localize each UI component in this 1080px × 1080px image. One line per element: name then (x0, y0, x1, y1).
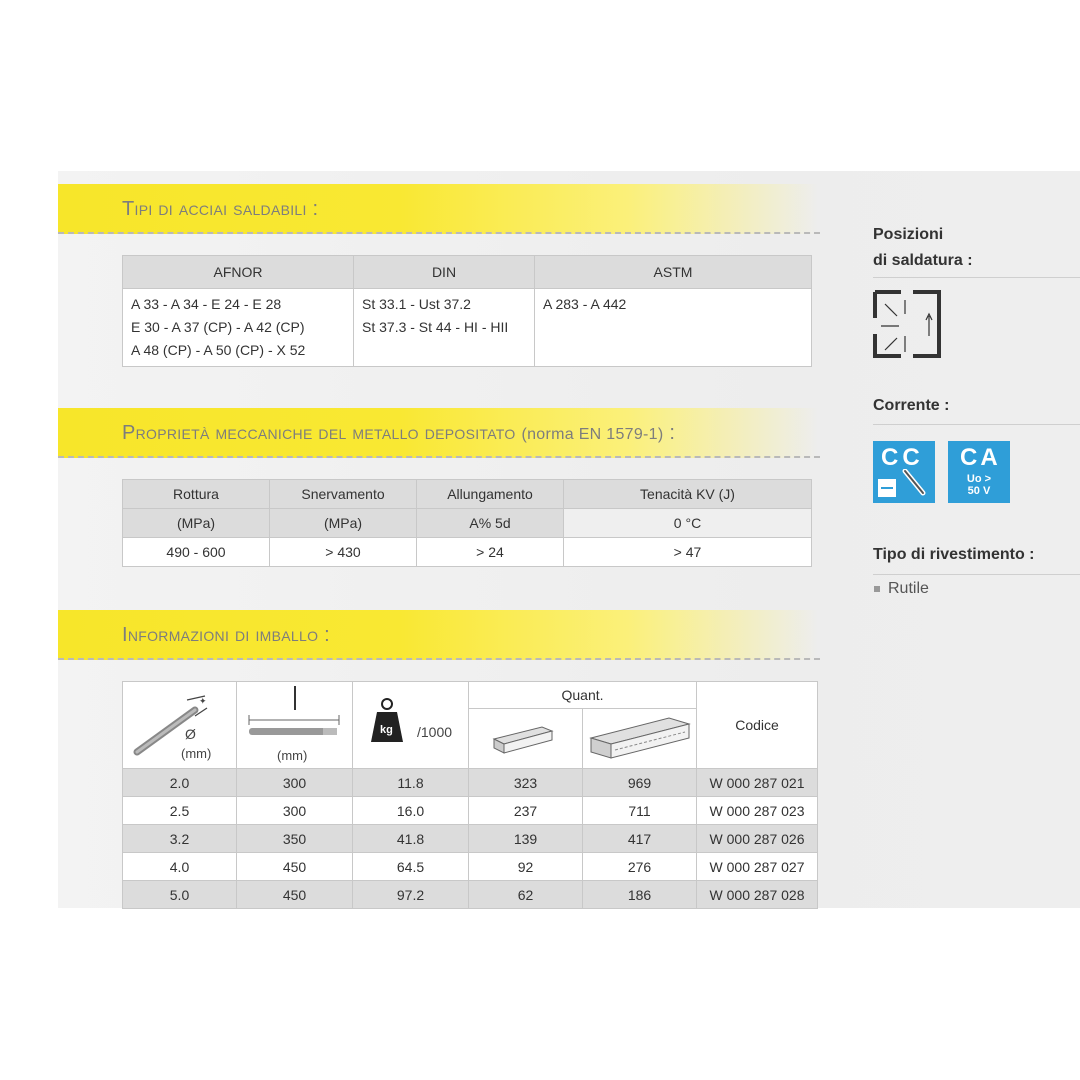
coating-label: Tipo di rivestimento : (873, 546, 1035, 563)
header-diameter (123, 682, 237, 769)
cell-afnor (123, 289, 354, 367)
unit-snervamento: (MPa) (270, 509, 417, 538)
welding-positions-icon (873, 290, 943, 362)
ca-badge (948, 441, 1010, 503)
cell-qty-pack: 237 (469, 797, 583, 825)
cell-qty-pack: 62 (469, 881, 583, 909)
header-quantity-pack (469, 709, 583, 769)
sidebar-divider (873, 574, 1080, 575)
cell-qty-pack: 139 (469, 825, 583, 853)
ca-sub-line1: Uo > (966, 473, 992, 485)
header-quantity-box (583, 709, 697, 769)
ca-label: CA (960, 444, 1001, 471)
electrode-holder-icon (901, 469, 933, 501)
current-label: Corrente : (873, 397, 950, 414)
mechanical-title-text: Proprietà meccaniche del metallo depositato (122, 422, 516, 444)
cell-code: W 000 287 027 (697, 853, 818, 881)
cc-label: CC (881, 444, 924, 471)
cell-code: W 000 287 021 (697, 769, 818, 797)
header-afnor: AFNOR (123, 256, 354, 289)
cell-weight: 16.0 (353, 797, 469, 825)
packet-icon (486, 717, 566, 757)
header-rottura: Rottura (123, 480, 270, 509)
cell-qty-pack: 323 (469, 769, 583, 797)
sidebar-divider (873, 277, 1080, 278)
positions-label (873, 222, 973, 274)
diameter-symbol: Ø (185, 726, 196, 742)
svg-text:✦: ✦ (199, 696, 207, 706)
coating-value: Rutile (888, 580, 929, 597)
cell-qty-box: 276 (583, 853, 697, 881)
cell-qty-box: 711 (583, 797, 697, 825)
section-header-mechanical (58, 408, 818, 458)
length-unit: (mm) (277, 748, 308, 763)
ca-sub-line2: 50 V (967, 485, 991, 497)
table-row (123, 825, 818, 853)
header-length (237, 682, 353, 769)
afnor-line: A 48 (CP) - A 50 (CP) - X 52 (131, 342, 306, 358)
header-din: DIN (354, 256, 535, 289)
cell-diameter: 5.0 (123, 881, 237, 909)
unit-allungamento: A% 5d (417, 509, 564, 538)
packaging-table (122, 681, 818, 909)
dashed-divider (58, 456, 820, 458)
value-rottura: 490 - 600 (123, 538, 270, 567)
cell-length: 450 (237, 853, 353, 881)
cell-weight: 64.5 (353, 853, 469, 881)
electrode-diameter-icon (123, 682, 233, 768)
section-title-packaging: Informazioni di imballo : (122, 624, 330, 646)
astm-line: A 283 - A 442 (543, 296, 627, 312)
afnor-line: A 33 - A 34 - E 24 - E 28 (131, 296, 282, 312)
section-header-packaging (58, 610, 818, 660)
cell-length: 300 (237, 797, 353, 825)
din-line: St 37.3 - St 44 - HI - HII (362, 319, 509, 335)
ca-voltage-note (948, 473, 1010, 497)
carton-icon (585, 712, 695, 762)
header-astm: ASTM (535, 256, 812, 289)
minus-icon (878, 479, 896, 497)
afnor-line: E 30 - A 37 (CP) - A 42 (CP) (131, 319, 305, 335)
steel-types-table (122, 255, 812, 367)
table-row (123, 797, 818, 825)
kg-label: kg (380, 724, 393, 736)
unit-tenacita: 0 °C (564, 509, 812, 538)
header-allungamento: Allungamento (417, 480, 564, 509)
header-quantity: Quant. (469, 682, 697, 709)
cell-code: W 000 287 023 (697, 797, 818, 825)
cell-din (354, 289, 535, 367)
table-row (123, 769, 818, 797)
cell-code: W 000 287 028 (697, 881, 818, 909)
cell-diameter: 2.5 (123, 797, 237, 825)
value-tenacita: > 47 (564, 538, 812, 567)
cell-weight: 11.8 (353, 769, 469, 797)
header-tenacita: Tenacità KV (J) (564, 480, 812, 509)
table-row (123, 853, 818, 881)
cell-qty-pack: 92 (469, 853, 583, 881)
mechanical-properties-table (122, 479, 812, 567)
table-row (123, 881, 818, 909)
dashed-divider (58, 232, 820, 234)
positions-label-line1: Posizioni (873, 226, 944, 243)
cell-astm (535, 289, 812, 367)
section-title-mechanical (122, 422, 675, 445)
header-code: Codice (697, 682, 818, 769)
diameter-unit: (mm) (181, 746, 212, 761)
cell-weight: 41.8 (353, 825, 469, 853)
mechanical-norm: (norma EN 1579-1) (521, 426, 664, 443)
sidebar-divider (873, 424, 1080, 425)
section-title-steel-types: Tipi di acciai saldabili : (122, 198, 319, 220)
weight-unit: /1000 (417, 724, 453, 740)
value-allungamento: > 24 (417, 538, 564, 567)
cell-diameter: 3.2 (123, 825, 237, 853)
cell-qty-box: 417 (583, 825, 697, 853)
cell-code: W 000 287 026 (697, 825, 818, 853)
cell-length: 450 (237, 881, 353, 909)
dashed-divider (58, 658, 820, 660)
bullet-icon (874, 586, 880, 592)
cell-length: 300 (237, 769, 353, 797)
cell-diameter: 2.0 (123, 769, 237, 797)
coating-value-item (874, 580, 929, 598)
mechanical-colon: : (669, 422, 676, 444)
positions-label-line2: di saldatura : (873, 252, 973, 269)
cell-diameter: 4.0 (123, 853, 237, 881)
header-snervamento: Snervamento (270, 480, 417, 509)
value-snervamento: > 430 (270, 538, 417, 567)
unit-rottura: (MPa) (123, 509, 270, 538)
section-header-steel-types (58, 184, 818, 234)
cc-badge (873, 441, 935, 503)
cell-qty-box: 969 (583, 769, 697, 797)
cell-weight: 97.2 (353, 881, 469, 909)
din-line: St 33.1 - Ust 37.2 (362, 296, 471, 312)
cell-qty-box: 186 (583, 881, 697, 909)
header-weight (353, 682, 469, 769)
cell-length: 350 (237, 825, 353, 853)
